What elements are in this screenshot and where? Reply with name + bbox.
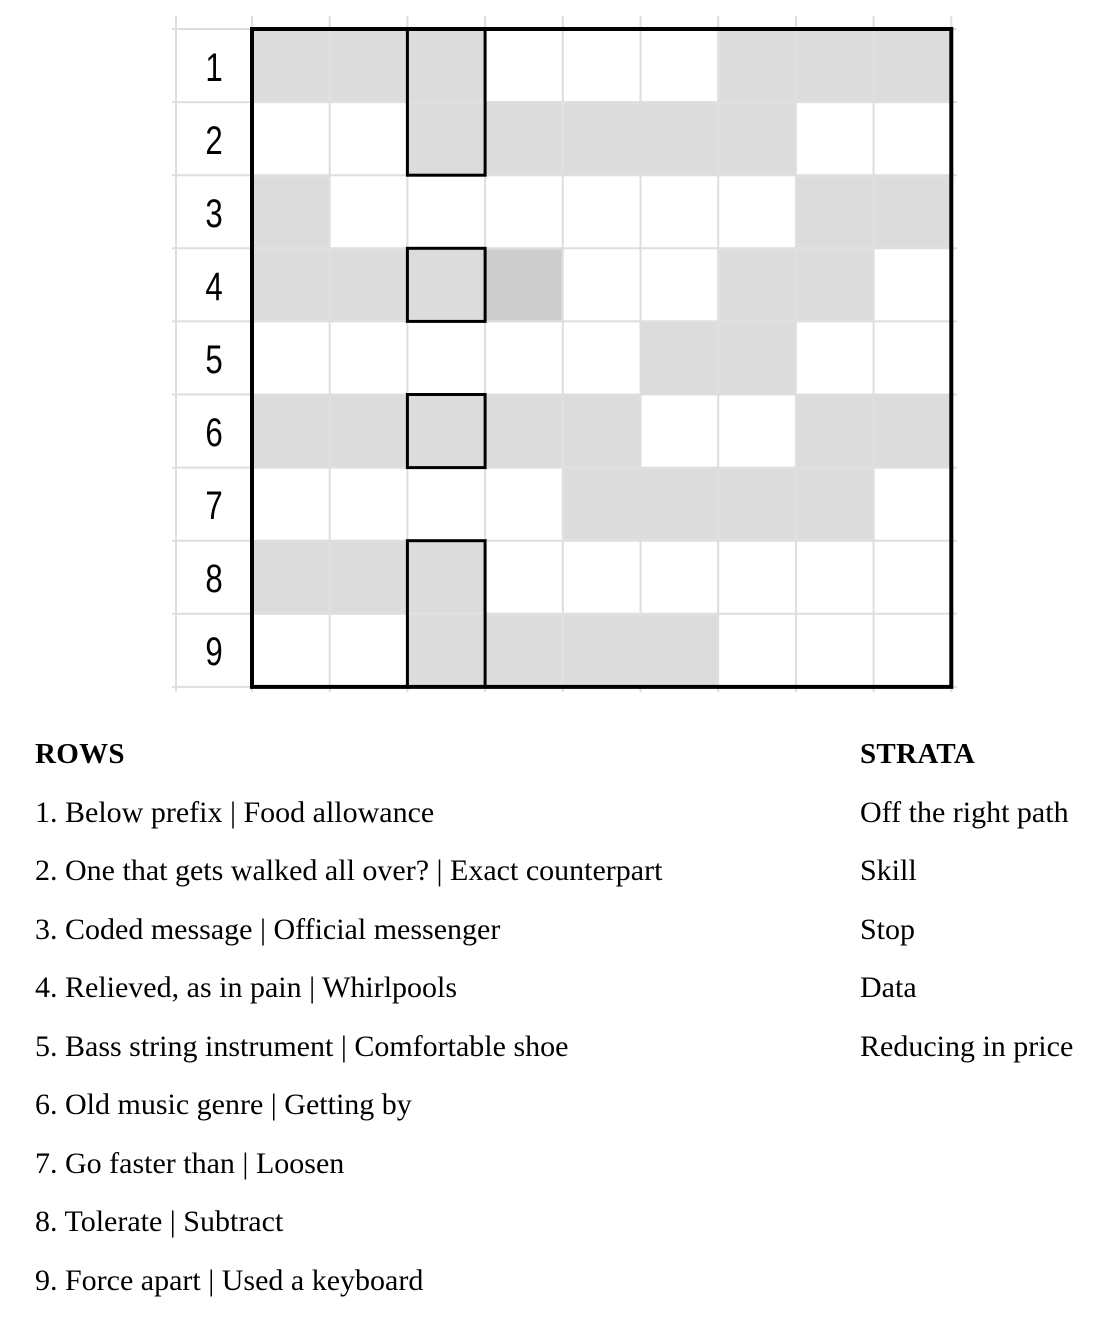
shaded-cell	[408, 396, 484, 467]
shaded-cell	[408, 30, 484, 101]
shaded-cell	[642, 615, 718, 686]
shaded-cell	[486, 103, 562, 174]
strata-clue-2: Skill	[860, 854, 917, 887]
row-clue-1: 1. Below prefix | Food allowance	[35, 795, 435, 829]
shaded-cell	[564, 396, 640, 467]
row-number-8: 8	[205, 557, 223, 601]
shaded-cell	[642, 103, 718, 174]
shaded-cell	[797, 176, 873, 247]
row-clue-5: 5. Bass string instrument | Comfortable shoe	[35, 1029, 569, 1063]
shaded-cell	[253, 542, 329, 613]
shaded-cell	[331, 249, 407, 320]
shaded-cell	[719, 249, 795, 320]
row-number-7: 7	[205, 484, 223, 528]
strata-clue-list	[860, 737, 1073, 1064]
shaded-cell	[564, 615, 640, 686]
rows-clue-list	[35, 737, 662, 1298]
row-clue-2: 2. One that gets walked all over? | Exact counterpart	[35, 854, 663, 887]
strata-clue-4: Data	[860, 971, 917, 1004]
shaded-cell	[719, 469, 795, 540]
shaded-cell	[719, 322, 795, 393]
row-clue-9: 9. Force apart | Used a keyboard	[35, 1263, 424, 1297]
shaded-cell	[408, 615, 484, 686]
row-number-1: 1	[205, 46, 223, 90]
shaded-cell	[875, 30, 951, 101]
shaded-cell	[253, 176, 329, 247]
row-number-6: 6	[205, 411, 223, 455]
strata-clue-3: Stop	[860, 912, 916, 946]
shaded-cell	[719, 103, 795, 174]
strata-clue-5: Reducing in price	[860, 1029, 1074, 1063]
shaded-cell	[253, 30, 329, 101]
shaded-cell	[408, 542, 484, 613]
rows-heading: ROWS	[35, 738, 125, 770]
shaded-cell	[797, 396, 873, 467]
shaded-cell	[331, 396, 407, 467]
row-clue-3: 3. Coded message | Official messenger	[35, 912, 501, 946]
row-number-3: 3	[205, 192, 223, 236]
shaded-cell	[408, 249, 484, 320]
shaded-cell	[797, 469, 873, 540]
shaded-cell	[797, 30, 873, 101]
shaded-cell	[331, 30, 407, 101]
shaded-cell	[486, 615, 562, 686]
shaded-cell	[875, 176, 951, 247]
strata-clue-1: Off the right path	[860, 795, 1069, 829]
row-clue-7: 7. Go faster than | Loosen	[35, 1146, 345, 1180]
shaded-cell	[719, 30, 795, 101]
shaded-cell	[253, 249, 329, 320]
strata-heading: STRATA	[860, 738, 976, 770]
row-clue-8: 8. Tolerate | Subtract	[35, 1205, 284, 1238]
shaded-cell	[253, 396, 329, 467]
row-number-2: 2	[205, 119, 223, 163]
shaded-cell	[642, 469, 718, 540]
shaded-cell	[875, 396, 951, 467]
row-number-5: 5	[205, 338, 223, 382]
row-clue-6: 6. Old music genre | Getting by	[35, 1088, 412, 1121]
shaded-cell	[331, 542, 407, 613]
row-clue-4: 4. Relieved, as in pain | Whirlpools	[35, 971, 458, 1004]
shaded-cell	[642, 322, 718, 393]
shaded-cell	[408, 103, 484, 174]
shaded-cell	[797, 249, 873, 320]
shaded-cell	[486, 249, 562, 320]
shaded-cell	[486, 396, 562, 467]
shaded-cell	[564, 103, 640, 174]
shaded-cell	[564, 469, 640, 540]
row-number-9: 9	[205, 630, 223, 674]
row-number-4: 4	[205, 265, 223, 309]
